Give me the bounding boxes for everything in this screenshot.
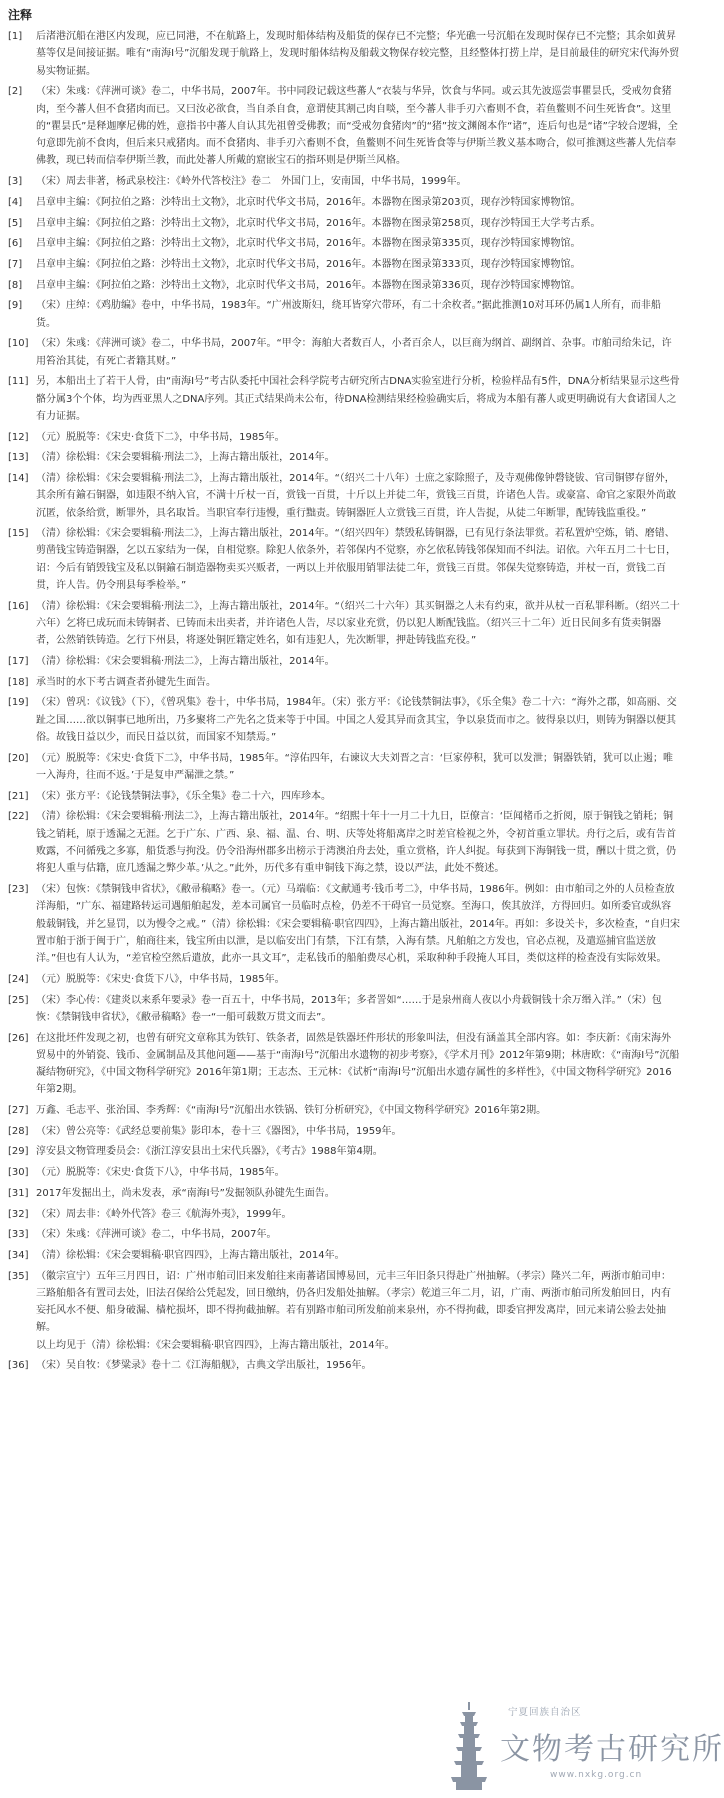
note-number: [13] (8, 452, 29, 464)
note-number: [35] (8, 1270, 29, 1282)
note-item (6, 297, 680, 332)
note-text: 吕章申主编：《阿拉伯之路：沙特出土文物》，北京时代华文书局，2016年。本器物在图录第333页，现存沙特国家博物馆。 (36, 258, 581, 270)
institute-logo (448, 1700, 724, 1792)
note-number: [9] (8, 300, 23, 312)
note-item (6, 881, 680, 967)
note-text: （元）脱脱等：《宋史·食货下二》，中华书局，1985年。“淳佑四年，右谏议大夫刘晋之言：‘巨家停积，犹可以发泄；铜器铁销，犹可以止遏；唯一入海舟，往而不返。’于是复申严漏泄之禁。” (36, 752, 673, 781)
note-number: [16] (8, 600, 29, 612)
note-item (6, 1164, 680, 1181)
note-extra-text: 以上均见于（清）徐松辑：《宋会要辑稿·职官四四》，上海古籍出版社，2014年。 (36, 1339, 395, 1351)
note-item (6, 256, 680, 273)
note-item (6, 992, 680, 1027)
note-number: [4] (8, 196, 23, 208)
pagoda-icon (448, 1700, 490, 1792)
note-number: [7] (8, 258, 23, 270)
note-item (6, 694, 680, 746)
note-number: [14] (8, 472, 29, 484)
note-text: 淳安县文物管理委员会：《浙江淳安县出土宋代兵器》，《考古》1988年第4期。 (36, 1146, 383, 1158)
note-item (6, 1123, 680, 1140)
note-item (6, 1226, 680, 1243)
note-item (6, 1268, 680, 1354)
note-item (6, 1102, 680, 1119)
note-number: [3] (8, 176, 23, 188)
note-item (6, 808, 680, 877)
note-number: [17] (8, 656, 29, 668)
note-text: （清）徐松辑：《宋会要辑稿·刑法二》，上海古籍出版社，2014年。“绍熙十年十一月二十九日，臣僚言：‘臣闻楮币之折阅，原于铜钱之销耗；铜钱之销耗，原于透漏之无涯。乞于广东、广西、泉、福、温、台、明、庆等处将船离岸之时差官检视之外，令初首重立罪状。舟行之后，或有告首败露，不问循残之多寡，船货悉与拘没。仍令沿海州郡多出榜示于湾澳泊舟去处，重立赏格，许人纠捉。每获到下海铜钱一贯，酬以十贯之赏，仍将犯人重与估籍，庶几透漏之弊少革。’从之。”此外，历代多有重申铜钱下海之禁，设以严法，此处不赘述。 (36, 811, 676, 875)
note-text: （宋）李心传：《建炎以来系年要录》卷一百五十，中华书局，2013年；多者詈如“……于是泉州商人夜以小舟载铜钱十余万缗入洋。”（宋）包恢：《禁铜钱申省状》，《敝帚稿略》卷一“一船可载数万贯文而去”。 (36, 994, 662, 1023)
note-text: （徽宗宣宁）五年三月四日，诏：广州市舶司旧来发舶往来南蕃诸国博易回，元丰三年旧条只得赴广州抽解。（孝宗）隆兴二年，两浙市舶司申：三路舶船各有置司去处，旧法召保给公凭起发，回日缴纳，仍各归发船处抽解。（孝宗）乾道三年二月，诏，广南、两浙市舶司所发舶回日，内有妄托风水不便、船身破漏、樯柁损坏，即不得拘截抽解。若有别路市舶司所发舶前来泉州，亦不得拘截，即委官押发离岸，回元来请公验去处抽解。 (36, 1270, 671, 1334)
note-number: [15] (8, 528, 29, 540)
note-number: [34] (8, 1249, 29, 1261)
note-item (6, 194, 680, 211)
note-item (6, 1030, 680, 1099)
note-text: （宋）周去非：《岭外代答》卷三《航海外夷》，1999年。 (36, 1208, 292, 1220)
note-text: （元）脱脱等：《宋史·食货下二》，中华书局，1985年。 (36, 431, 285, 443)
note-text: 吕章申主编：《阿拉伯之路：沙特出土文物》，北京时代华文书局，2016年。本器物在图录第335页，现存沙特国家博物馆。 (36, 238, 581, 250)
note-number: [12] (8, 431, 29, 443)
note-text: 万鑫、毛志平、张治国、李秀辉：《“南海Ⅰ号”沉船出水铁锅、铁钉分析研究》，《中国文物科学研究》2016年第2期。 (36, 1105, 547, 1117)
note-text: 后渚港沉船在港区内发现，应已同港，不在航路上，发现时船体结构及船货的保存已不完整；华光礁一号沉船在发现时保存已不完整；其余如黄昇墓等仅是间接证据。唯有“南海Ⅰ号”沉船发现于航路上，发现时船体结构及船载文物保存较完整，且经整体打捞上岸，是目前最佳的研究宋代海外贸易实物证据。 (36, 31, 680, 77)
note-number: [20] (8, 752, 29, 764)
note-text: 在这批坯件发现之初，也曾有研究文章称其为铁钉、铁条者，固然是铁器坯件形状的形象叫法，但没有涵盖其全部内容。如：李庆新：《南宋海外贸易中的外销瓷、钱币、金属制品及其他问题——基于“南海Ⅰ号”沉船出水遗物的初步考察》，《学术月刊》2012年第9期；林唐欧：《“南海Ⅰ号”沉船凝结物研究》，《中国文物科学研究》2016年第1期；王志杰、王元林：《试析“南海Ⅰ号”沉船出水遗存属性的多样性》，《中国文物科学研究》2016年第2期。 (36, 1032, 680, 1096)
note-item (6, 1357, 680, 1374)
note-item (6, 470, 680, 522)
note-item (6, 598, 680, 650)
note-item (6, 1247, 680, 1264)
note-text: 2017年发掘出土，尚未发表，承“南海Ⅰ号”发掘领队孙键先生面告。 (36, 1187, 335, 1199)
note-number: [5] (8, 217, 23, 229)
note-number: [19] (8, 697, 29, 709)
note-number: [24] (8, 973, 29, 985)
note-item (6, 1206, 680, 1223)
note-text: （宋）庄绰：《鸡肋编》卷中，中华书局，1983年。“广州波斯妇，绕耳皆穿穴带环，有二十余枚者。”据此推测10对耳环仍属1人所有，而非船货。 (36, 300, 661, 329)
logo-subtitle: 宁夏回族自治区 (508, 1707, 582, 1718)
note-text: 承当时的水下考古调查者孙键先生面告。 (36, 676, 216, 688)
note-text: （宋）朱彧：《萍洲可谈》卷二，中华书局，2007年。书中同段记载这些蕃人“衣装与华异，饮食与华同。或云其先波巡尝事瞿昙氏，受戒勿食猪肉，至今蕃人但不食猪肉而已。又曰汝必欲食，当自杀自食，意谓使其割己肉自啖，至今蕃人非手刃六畜则不食，若鱼鳖则不问生死皆食”。这里的“瞿昙氏”是释迦摩尼佛的姓，意指书中蕃人自认其先祖曾受佛教；而“受戒勿食猪肉”的“猪”按文渊阁本作“诸”，连后句也是“诸”字较合逻辑，全句意即先前不食肉，但后来只戒猪肉。而不食猪肉、非手刃六畜则不食，鱼鳖则不问生死皆食等与伊斯兰教义基本吻合，似可推测这些蕃人先信奉佛教，现已转而信奉伊斯兰教，而此处蕃人所戴的窟嵌宝石的指环则是伊斯兰风格。 (36, 86, 678, 167)
note-text: （清）徐松辑：《宋会要辑稿·刑法二》，上海古籍出版社，2014年。“（绍兴二十八年）士庶之家除照子，及寺观佛像钟磬铙钹、官司铜锣存留外，其余所有鍮石铜器，如违限不纳入官，不满十斤杖一百，赏钱一百贯，十斤以上并徒二年，赏钱三百贯，许诸色人告。或豪富、命官之家限外尚敢沉匿，依条给赏，断罪外，具名取旨。当职官奉行违慢，重行黜责。铸铜器匠人立赏钱三百贯，许人告捉，从徒二年断罪，配铸钱监重役。” (36, 472, 676, 519)
note-text: （宋）吴自牧：《梦粱录》卷十二《江海船舰》，古典文学出版社，1956年。 (36, 1360, 372, 1372)
notes-list (6, 28, 680, 1375)
note-number: [23] (8, 883, 29, 895)
note-item (6, 525, 680, 594)
note-number: [30] (8, 1167, 29, 1179)
note-text: 吕章申主编：《阿拉伯之路：沙特出土文物》，北京时代华文书局，2016年。本器物在图录第336页，现存沙特国家博物馆。 (36, 279, 581, 291)
note-item (6, 28, 680, 80)
note-text: （宋）曾公亮等：《武经总要前集》影印本，卷十三《器图》，中华书局，1959年。 (36, 1125, 402, 1137)
note-number: [8] (8, 279, 23, 291)
logo-url: www.nxkg.org.cn (550, 1770, 643, 1780)
note-item (6, 674, 680, 691)
note-text: （清）徐松辑：《宋会要辑稿·职官四四》，上海古籍出版社，2014年。 (36, 1249, 345, 1261)
note-item (6, 215, 680, 232)
note-item (6, 653, 680, 670)
note-number: [18] (8, 676, 29, 688)
note-number: [25] (8, 994, 29, 1006)
note-item (6, 335, 680, 370)
note-item (6, 788, 680, 805)
note-number: [10] (8, 338, 29, 350)
logo-title: 文物考古研究所 (500, 1732, 724, 1767)
note-item (6, 1185, 680, 1202)
note-text: 吕章申主编：《阿拉伯之路：沙特出土文物》，北京时代华文书局，2016年。本器物在图录第203页，现存沙特国家博物馆。 (36, 196, 581, 208)
note-text: 另，本船出土了若干人骨，由“南海Ⅰ号”考古队委托中国社会科学院考古研究所古DNA实验室进行分析，检验样品有5件，DNA分析结果显示这些骨骼分属3个个体，均为西亚黑人之DNA序列。其正式结果尚未公布，待DNA检测结果经检验确实后，将成为本船有蕃人或更明确说有大食诸国人之有力证据。 (36, 376, 680, 422)
note-number: [22] (8, 811, 29, 823)
note-text: （宋）周去非著，杨武泉校注：《岭外代答校注》卷二 外国门上，安南国，中华书局，1999年。 (36, 176, 467, 188)
note-text: （元）脱脱等：《宋史·食货下八》，中华书局，1985年。 (36, 973, 285, 985)
note-text: 吕章申主编：《阿拉伯之路：沙特出土文物》，北京时代华文书局，2016年。本器物在图录第258页，现存沙特国王大学考古系。 (36, 217, 601, 229)
note-text: （元）脱脱等：《宋史·食货下八》，中华书局，1985年。 (36, 1167, 285, 1179)
note-item (6, 277, 680, 294)
note-text: （宋）曾巩：《议钱》（下），《曾巩集》卷十，中华书局，1984年。（宋）张方平：《论钱禁铜法事》，《乐全集》卷二十六：“海外之郡，如高丽、交趾之国……欲以铜事已地所出，乃多聚将二产先名之货来等于中国。中国之人爱其异而贪其宝，争以泉货而市之。彼得泉以归，则铸为铜器以便其俗。故钱日益以少，而民日益以贫，而国家不知禁焉。” (36, 697, 677, 744)
note-number: [31] (8, 1187, 29, 1199)
note-item (6, 971, 680, 988)
note-number: [36] (8, 1360, 29, 1372)
note-text: （宋）朱彧：《萍洲可谈》卷二，中华书局，2007年。 (36, 1229, 277, 1241)
note-number: [26] (8, 1032, 29, 1044)
note-text: （清）徐松辑：《宋会要辑稿·刑法二》，上海古籍出版社，2014年。 (36, 452, 335, 464)
note-text: （清）徐松辑：《宋会要辑稿·刑法二》，上海古籍出版社，2014年。 (36, 656, 335, 668)
note-item (6, 429, 680, 446)
notes-heading: 注释 (8, 8, 33, 22)
note-text: （清）徐松辑：《宋会要辑稿·刑法二》，上海古籍出版社，2014年。“（绍兴二十六年）其买铜器之人未有约束，欲并从杖一百私罪科断。（绍兴二十六年）乞将已成玩而未铸铜者、已铸而未出卖者，并许诸色人告，尽以家业充赏，仍以犯人断配钱监。（绍兴三十二年）近日民间多有货卖铜器者，公然销铁铸造。乞行下州县，将逐处铜匠籍定姓名，如有违犯人，先次断罪，押赴铸钱监充役。” (36, 600, 680, 647)
note-item (6, 83, 680, 169)
note-number: [28] (8, 1125, 29, 1137)
note-text: （宋）张方平：《论钱禁铜法事》，《乐全集》卷二十六，四库珍本。 (36, 790, 331, 802)
note-number: [2] (8, 86, 23, 98)
note-item (6, 173, 680, 190)
note-item (6, 235, 680, 252)
note-item (6, 449, 680, 466)
note-item (6, 373, 680, 425)
note-number: [6] (8, 238, 23, 250)
note-text: （清）徐松辑：《宋会要辑稿·刑法二》，上海古籍出版社，2014年。“（绍兴四年）禁毁私铸铜器，已有见行条法罪赏。若私置炉空炼，销、磨错、剪凿钱宝铸造铜器，乞以五家结为一保，自相觉察。除犯人依条外，若邻保内不觉察，亦乞依私铸钱邻保知而不纠法。诏依。六年五月二十七日，诏：今后有销毁钱宝及私以铜鍮石制造器物卖买兴贩者，一两以上并依服用销罪法徒二年，赏钱三百贯。邻保失觉察铸造，并杖一百，赏钱二百贯，许人告。仍令刑县每季检举。” (36, 528, 676, 592)
note-text: （宋）朱彧：《萍洲可谈》卷二，中华书局，2007年。“甲令：海舶大者数百人，小者百余人，以巨商为纲首、副纲首、杂事。市舶司给朱记，许用笞治其徒，有死亡者籍其财。” (36, 338, 672, 367)
note-text: （宋）包恢：《禁铜钱申省状》，《敝帚稿略》卷一。（元）马端临：《文献通考·钱币考二》，中华书局，1986年。例如：由市舶司之外的人员检查放洋海船，“广东、福建路转运司遇船舶起发，差本司属官一员临时点检，仍差不干碍官一员觉察。至海口，俟其放洋，方得回归。如所委官或纵容般载铜钱，并乞显罚，以为慢令之戒。”（清）徐松辑：《宋会要辑稿·职官四四》，上海古籍出版社，2014年。再如：多设关卡，多次检查，“自归宋置市舶于浙于闽于广，舶商往来，钱宝所由以泄，是以临安出门有禁，下江有禁，入海有禁。凡舶舶之方发也，官必点视，及遣巡捕官监送放洋。”但也有人认为，“差官检空然后遣放，此亦一具文耳”，走私钱币的船舶费尽心机，采取种种手段掩人耳目，类似这样的检查没有实际效果。 (36, 883, 680, 965)
note-number: [29] (8, 1146, 29, 1158)
note-number: [1] (8, 31, 23, 42)
note-number: [32] (8, 1208, 29, 1220)
note-number: [33] (8, 1229, 29, 1241)
note-item (6, 1143, 680, 1160)
note-item (6, 750, 680, 785)
note-number: [27] (8, 1105, 29, 1117)
note-number: [21] (8, 790, 29, 802)
note-number: [11] (8, 376, 29, 388)
